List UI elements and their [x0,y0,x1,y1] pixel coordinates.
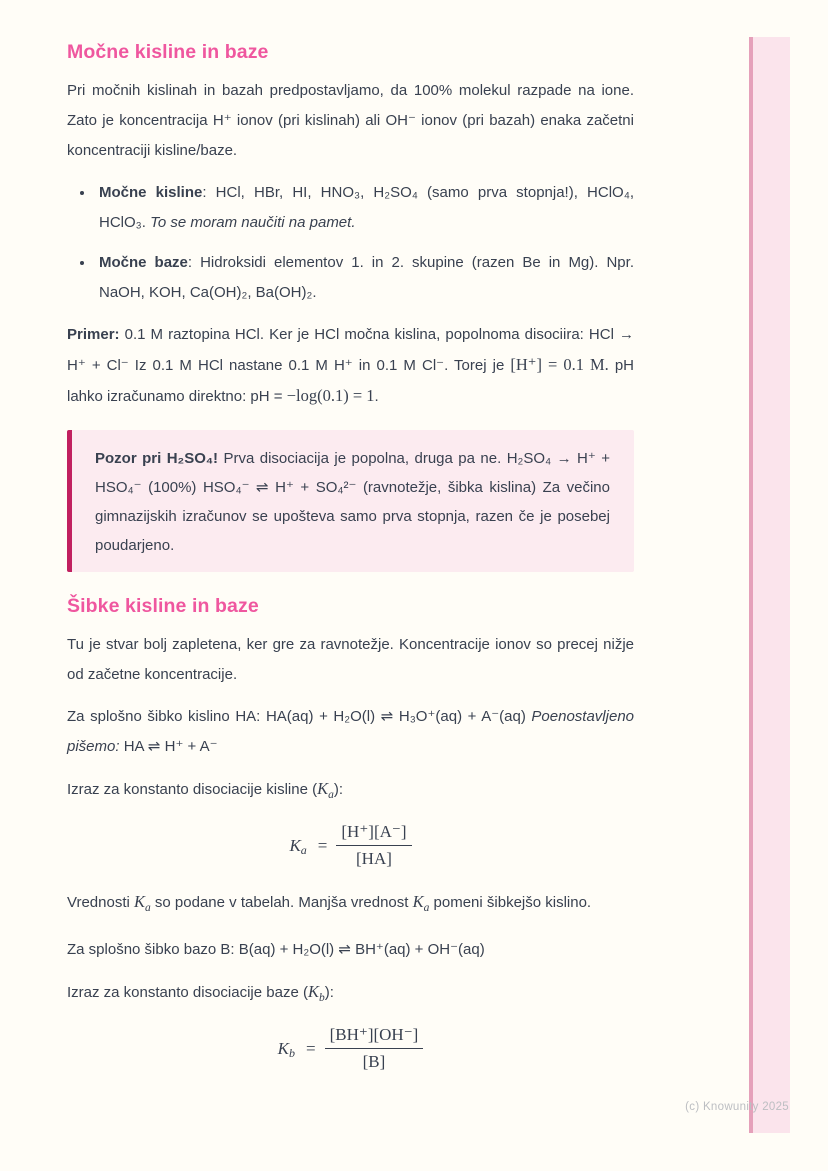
warning-callout [67,430,634,572]
paragraph-weak-acid-equation: Za splošno šibko kislino HA: HA(aq) + H₂O(l) ⇌ H₃O⁺(aq) + A⁻(aq) Poenostavljeno pišemo: HA ⇌ H⁺ + A⁻ [67,708,634,755]
formula-variable: K [289,835,301,855]
list-item-strong-bases: • Močne baze: Hidroksidi elementov 1. in 2. skupine (razen Be in Mg). Npr. NaOH, KOH, Ca(OH)₂, Ba(OH)₂. [95,248,634,308]
paragraph-ka-values: Vrednosti $K_a$ so podane v tabelah. Manjša vrednost $K_a$ pomeni šibkejšo kislino. [67,892,592,914]
fraction-denominator: [HA] [356,849,392,868]
fraction-denominator: [B] [362,1052,386,1071]
fraction-numerator: [H⁺][A⁻] [336,822,411,846]
formula-ka [67,822,634,869]
list-item-strong-acids: • Močne kisline: HCl, HBr, HI, HNO₃, H₂SO₄ (samo prva stopnja!), HClO₄, HClO₃. To se moram naučiti na pamet. [95,178,634,238]
fraction [325,1025,424,1072]
section-title-weak-acids: Šibke kisline in baze [67,595,259,617]
fraction-numerator: [BH⁺][OH⁻] [325,1025,424,1049]
fraction [336,822,411,869]
section-title-strong-acids: Močne kisline in baze [67,41,269,63]
callout-text: Pozor pri H₂SO₄! Prva disociacija je popolna, druga pa ne. H₂SO₄ → H⁺ + HSO₄⁻ (100%) HSO₄⁻ ⇌ H⁺ + SO₄²⁻ (ravnotežje, šibka kislina) Za večino gimnazijskih izračunov se upošteva samo prva stopnja, razen če je posebej poudarjeno. [95,450,610,554]
equals-sign: = [305,1038,316,1058]
paragraph-weak-base-equation: Za splošno šibko bazo B: B(aq) + H₂O(l) ⇌ BH⁺(aq) + OH⁻(aq) [67,941,485,958]
paragraph-example: Primer: 0.1 M raztopina HCl. Ker je HCl močna kislina, popolnoma disociira: HCl → H⁺ + Cl⁻ Iz 0.1 M HCl nastane 0.1 M H⁺ in 0.1 M Cl⁻. Torej je [H⁺] = 0.1 M. pH lahko izračunamo direktno: pH = −log(0.1) = 1. [67,326,635,405]
bullet-list [67,178,634,308]
formula-kb [67,1025,634,1072]
formula-variable: K [277,1038,289,1058]
equals-sign: = [317,835,328,855]
copyright-notice: (c) Knowunity 2025 [685,1101,789,1113]
paragraph-ka-lead-in: Izraz za konstanto disociacije kisline $(K_a)$: [67,779,344,801]
paragraph-weak-intro: Tu je stvar bolj zapletena, ker gre za ravnotežje. Koncentracije ionov so precej nižje od začetne koncentracije. [67,636,634,683]
paragraph-strong-intro: Pri močnih kislinah in bazah predpostavljamo, da 100% molekul razpade na ione. Zato je koncentracija H⁺ ionov (pri kislinah) ali OH⁻ ionov (pri bazah) enaka začetni koncentraciji kisline/baze. [67,82,634,159]
paragraph-kb-lead-in: Izraz za konstanto disociacije baze $(K_b)$: [67,982,334,1004]
formula-subscript: a [300,843,307,857]
page-content [67,40,634,1090]
formula-subscript: b [288,1046,295,1060]
page-edge-decoration [749,37,790,1133]
